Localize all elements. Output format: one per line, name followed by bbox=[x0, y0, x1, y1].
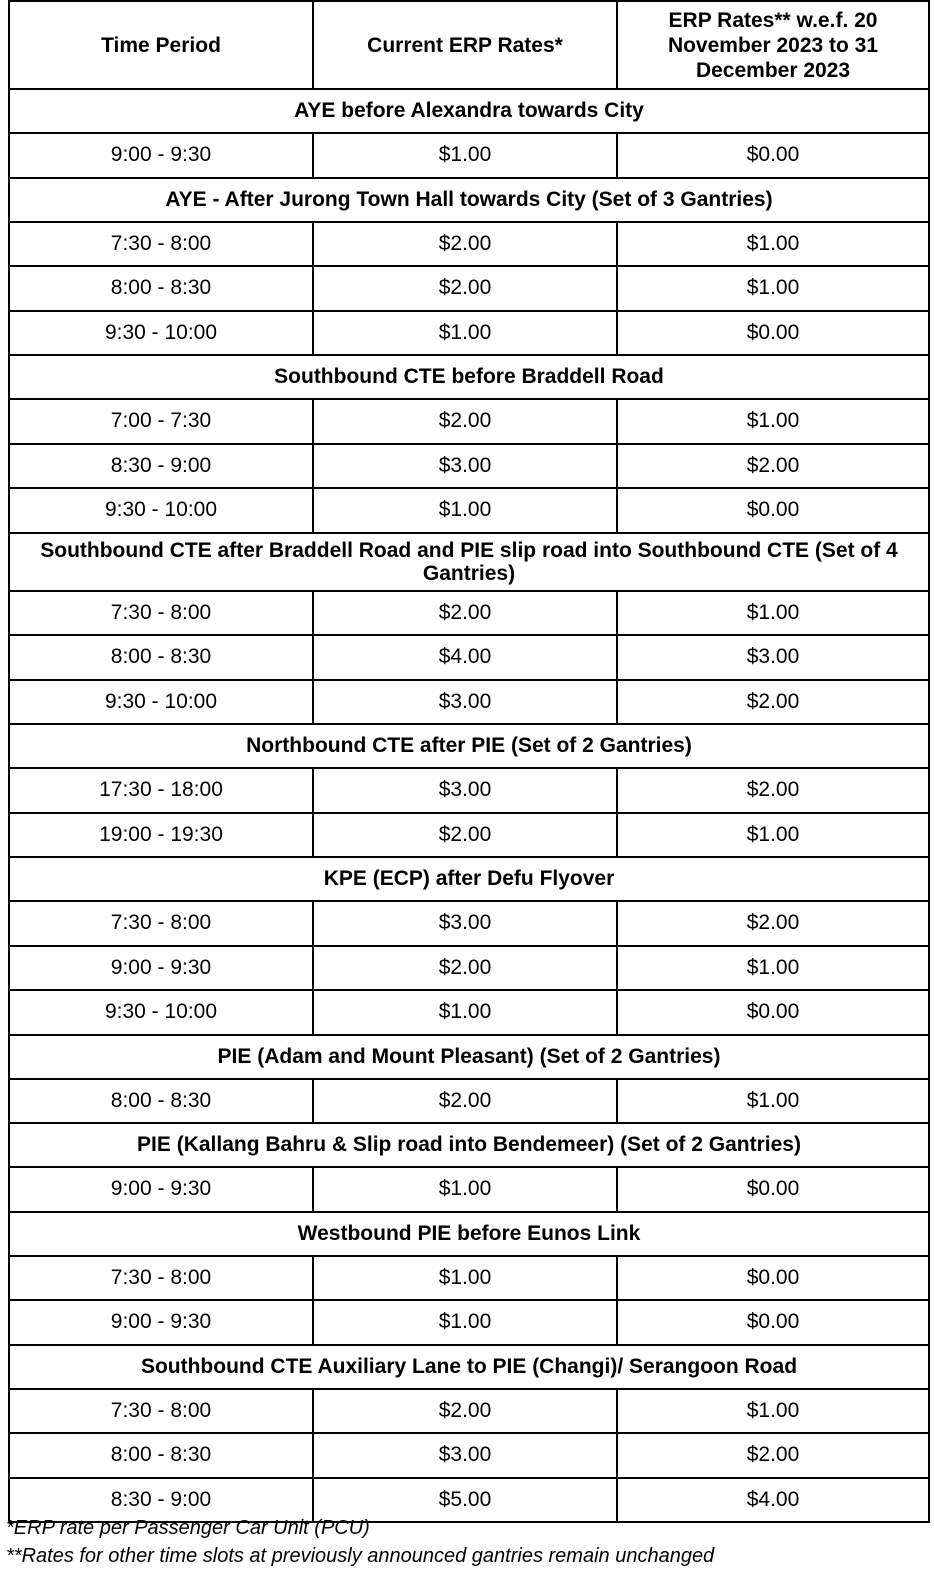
section-row bbox=[9, 1345, 929, 1389]
current-rate-cell: $1.00 bbox=[313, 1256, 617, 1301]
new-rate-cell: $2.00 bbox=[617, 1433, 929, 1478]
new-rate-cell: $1.00 bbox=[617, 399, 929, 444]
new-rate-cell: $1.00 bbox=[617, 813, 929, 858]
new-rate-cell: $2.00 bbox=[617, 680, 929, 725]
time-period-cell: 9:30 - 10:00 bbox=[9, 311, 313, 356]
time-period-cell: 7:30 - 8:00 bbox=[9, 1256, 313, 1301]
current-rate-cell: $3.00 bbox=[313, 1433, 617, 1478]
current-rate-cell: $2.00 bbox=[313, 1079, 617, 1124]
new-rate-cell: $2.00 bbox=[617, 901, 929, 946]
table-row bbox=[9, 1167, 929, 1212]
new-rate-cell: $1.00 bbox=[617, 1079, 929, 1124]
section-row bbox=[9, 533, 929, 591]
table-row bbox=[9, 946, 929, 991]
table-row bbox=[9, 1256, 929, 1301]
new-rate-cell: $0.00 bbox=[617, 1300, 929, 1345]
time-period-cell: 9:00 - 9:30 bbox=[9, 946, 313, 991]
time-period-cell: 8:00 - 8:30 bbox=[9, 635, 313, 680]
new-rate-cell: $0.00 bbox=[617, 133, 929, 178]
section-title: KPE (ECP) after Defu Flyover bbox=[9, 857, 929, 901]
section-title: PIE (Kallang Bahru & Slip road into Bendemeer) (Set of 2 Gantries) bbox=[9, 1123, 929, 1167]
time-period-cell: 8:30 - 9:00 bbox=[9, 444, 313, 489]
current-rate-cell: $1.00 bbox=[313, 311, 617, 356]
current-rate-cell: $2.00 bbox=[313, 813, 617, 858]
header-current-rates: Current ERP Rates* bbox=[313, 1, 617, 89]
new-rate-cell: $1.00 bbox=[617, 591, 929, 636]
section-row bbox=[9, 89, 929, 133]
table-row bbox=[9, 133, 929, 178]
table-row bbox=[9, 635, 929, 680]
section-title: Westbound PIE before Eunos Link bbox=[9, 1212, 929, 1256]
header-row bbox=[9, 1, 929, 89]
time-period-cell: 7:30 - 8:00 bbox=[9, 1389, 313, 1434]
time-period-cell: 8:00 - 8:30 bbox=[9, 1079, 313, 1124]
header-new-rates: ERP Rates** w.e.f. 20 November 2023 to 31 December 2023 bbox=[617, 1, 929, 89]
current-rate-cell: $2.00 bbox=[313, 399, 617, 444]
new-rate-cell: $0.00 bbox=[617, 1167, 929, 1212]
section-row bbox=[9, 1212, 929, 1256]
section-title: Southbound CTE Auxiliary Lane to PIE (Changi)/ Serangoon Road bbox=[9, 1345, 929, 1389]
new-rate-cell: $0.00 bbox=[617, 488, 929, 533]
section-row bbox=[9, 178, 929, 222]
time-period-cell: 9:30 - 10:00 bbox=[9, 488, 313, 533]
table-row bbox=[9, 990, 929, 1035]
current-rate-cell: $1.00 bbox=[313, 1300, 617, 1345]
new-rate-cell: $2.00 bbox=[617, 768, 929, 813]
new-rate-cell: $4.00 bbox=[617, 1478, 929, 1523]
table-row bbox=[9, 222, 929, 267]
table-row bbox=[9, 399, 929, 444]
time-period-cell: 8:00 - 8:30 bbox=[9, 266, 313, 311]
time-period-cell: 9:00 - 9:30 bbox=[9, 133, 313, 178]
table-row bbox=[9, 266, 929, 311]
table-row bbox=[9, 488, 929, 533]
current-rate-cell: $1.00 bbox=[313, 488, 617, 533]
table-row bbox=[9, 901, 929, 946]
new-rate-cell: $3.00 bbox=[617, 635, 929, 680]
current-rate-cell: $5.00 bbox=[313, 1478, 617, 1523]
table-row bbox=[9, 768, 929, 813]
section-title: PIE (Adam and Mount Pleasant) (Set of 2 Gantries) bbox=[9, 1035, 929, 1079]
new-rate-cell: $1.00 bbox=[617, 946, 929, 991]
new-rate-cell: $1.00 bbox=[617, 1389, 929, 1434]
table-row bbox=[9, 1300, 929, 1345]
time-period-cell: 7:30 - 8:00 bbox=[9, 222, 313, 267]
table-row bbox=[9, 680, 929, 725]
time-period-cell: 7:00 - 7:30 bbox=[9, 399, 313, 444]
header-time-period: Time Period bbox=[9, 1, 313, 89]
section-row bbox=[9, 1123, 929, 1167]
new-rate-cell: $0.00 bbox=[617, 990, 929, 1035]
current-rate-cell: $1.00 bbox=[313, 990, 617, 1035]
time-period-cell: 7:30 - 8:00 bbox=[9, 901, 313, 946]
current-rate-cell: $3.00 bbox=[313, 680, 617, 725]
footnotes bbox=[6, 1514, 714, 1570]
footnote-pcu: *ERP rate per Passenger Car Unit (PCU) bbox=[6, 1517, 370, 1539]
section-row bbox=[9, 355, 929, 399]
time-period-cell: 17:30 - 18:00 bbox=[9, 768, 313, 813]
current-rate-cell: $2.00 bbox=[313, 222, 617, 267]
section-title: AYE - After Jurong Town Hall towards City (Set of 3 Gantries) bbox=[9, 178, 929, 222]
table-row bbox=[9, 311, 929, 356]
time-period-cell: 7:30 - 8:00 bbox=[9, 591, 313, 636]
section-title: Northbound CTE after PIE (Set of 2 Gantries) bbox=[9, 724, 929, 768]
current-rate-cell: $1.00 bbox=[313, 1167, 617, 1212]
time-period-cell: 9:30 - 10:00 bbox=[9, 990, 313, 1035]
new-rate-cell: $0.00 bbox=[617, 311, 929, 356]
table-row bbox=[9, 1389, 929, 1434]
table-body bbox=[9, 89, 929, 1522]
current-rate-cell: $3.00 bbox=[313, 901, 617, 946]
table-row bbox=[9, 1079, 929, 1124]
current-rate-cell: $2.00 bbox=[313, 946, 617, 991]
footnote-other-slots: **Rates for other time slots at previously announced gantries remain unchanged bbox=[6, 1545, 715, 1567]
new-rate-cell: $0.00 bbox=[617, 1256, 929, 1301]
new-rate-cell: $1.00 bbox=[617, 266, 929, 311]
table-row bbox=[9, 813, 929, 858]
time-period-cell: 19:00 - 19:30 bbox=[9, 813, 313, 858]
section-title: Southbound CTE after Braddell Road and PIE slip road into Southbound CTE (Set of 4 Gantries) bbox=[9, 533, 929, 591]
section-title: Southbound CTE before Braddell Road bbox=[9, 355, 929, 399]
current-rate-cell: $2.00 bbox=[313, 1389, 617, 1434]
new-rate-cell: $2.00 bbox=[617, 444, 929, 489]
current-rate-cell: $2.00 bbox=[313, 591, 617, 636]
section-title: AYE before Alexandra towards City bbox=[9, 89, 929, 133]
time-period-cell: 8:00 - 8:30 bbox=[9, 1433, 313, 1478]
time-period-cell: 9:00 - 9:30 bbox=[9, 1167, 313, 1212]
time-period-cell: 8:30 - 9:00 bbox=[9, 1478, 313, 1523]
new-rate-cell: $1.00 bbox=[617, 222, 929, 267]
time-period-cell: 9:30 - 10:00 bbox=[9, 680, 313, 725]
section-row bbox=[9, 857, 929, 901]
table-row bbox=[9, 444, 929, 489]
table-row bbox=[9, 591, 929, 636]
current-rate-cell: $4.00 bbox=[313, 635, 617, 680]
section-row bbox=[9, 1035, 929, 1079]
erp-rates-table bbox=[8, 0, 930, 1523]
current-rate-cell: $3.00 bbox=[313, 768, 617, 813]
section-row bbox=[9, 724, 929, 768]
table-header bbox=[9, 1, 929, 89]
current-rate-cell: $2.00 bbox=[313, 266, 617, 311]
current-rate-cell: $3.00 bbox=[313, 444, 617, 489]
time-period-cell: 9:00 - 9:30 bbox=[9, 1300, 313, 1345]
table-row bbox=[9, 1433, 929, 1478]
current-rate-cell: $1.00 bbox=[313, 133, 617, 178]
